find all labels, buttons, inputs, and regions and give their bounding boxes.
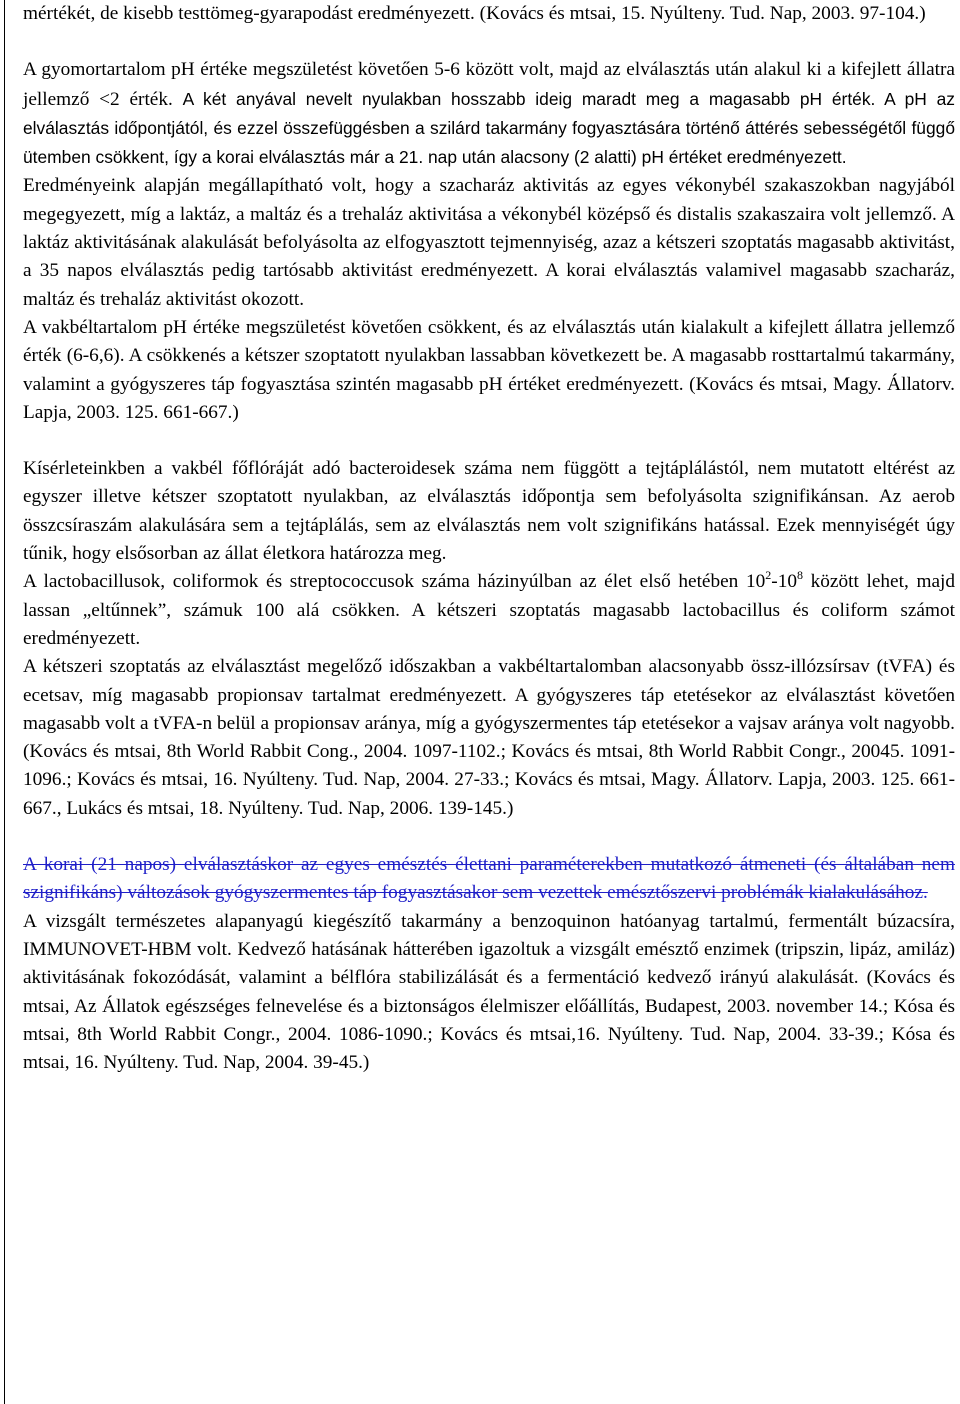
document-page <box>23 0 955 1077</box>
paragraph-caecum-ph: A vakbéltartalom pH értéke megszületést követően csökkent, és az elválasztás után kialakult a kifejlett állatra jellemző érték (6-6,6). A csökkenés a kétszer szoptatott nyulakban lassabban következett be. A magasabb rosttartalmú takarmány, valamint a gyógyszeres táp fogyasztása szintén magasabb pH értéket eredményezett. (Kovács és mtsai, Magy. Állatorv. Lapja, 2003. 125. 661-667.) <box>23 316 955 423</box>
paragraph-lactobacillus <box>23 568 955 653</box>
paragraph-vfa: A kétszeri szoptatás az elválasztást megelőző időszakban a vakbéltartalomban alacsonyabb össz-illózsírsav (tVFA) és ecetsav, míg magasabb propionsav tartalmat eredményezett. A gyógyszeres táp etetésekor az elválasztást követően magasabb volt a tVFA-n belül a propionsav aránya, míg a gyógyszermentes táp etetésekor a vajsav aránya volt nagyobb. (Kovács és mtsai, 8th World Rabbit Cong., 2004. 1097-1102.; Kovács és mtsai, 8th World Rabbit Congr., 20045. 1091-1096.; Kovács és mtsai, 16. Nyúlteny. Tud. Nap, 2004. 27-33.; Kovács és mtsai, Magy. Állatorv. Lapja, 2003. 125. 661-667., Lukács és mtsai, 18. Nyúlteny. Tud. Nap, 2006. 139-145.) <box>23 656 955 819</box>
paragraph-lactobacillus-text-a: A lactobacillusok, coliformok és streptococcusok száma házinyúlban az élet első hetében 10 <box>23 571 766 593</box>
superscript-exponent: 2 <box>765 568 772 583</box>
paragraph-enzyme-activity: Eredményeink alapján megállapítható volt, hogy a szacharáz aktivitás az egyes vékonybél szakaszokban nagyjából megegyezett, míg a laktáz, a maltáz és a trehaláz aktivitása a vékonybél középső és distalis szakaszaira volt jellemző. A laktáz aktivitásának alakulását befolyásolta az elfogyasztott tejmennyiség, azaz a kétszeri szoptatás magasabb aktivitást, a 35 napos elválasztás pedig tartósabb aktivitást eredményezett. A korai elválasztás valamivel magasabb szacharáz, maltáz és trehaláz aktivitást okozott. <box>23 175 955 310</box>
margin-revision-bar-lower <box>4 1044 5 1404</box>
paragraph-gap <box>23 427 955 455</box>
paragraph-stomach-ph-sans: A két anyával nevelt nyulakban hosszabb ideig maradt meg a magasabb pH érték. A pH az elválasztás időpontjától, és ezzel összefüggésben a szilárd takarmány fogyasztására történő áttérés sebességétől függő ütemben csökkent, így a korai elválasztás már a 21. nap után alacsony (2 alatti) pH értéket eredményezett. <box>23 88 955 168</box>
paragraph-stomach-ph <box>23 56 955 172</box>
paragraph-lactobacillus-text-c: között lehet, majd lassan „eltűnnek”, számuk 100 alá csökken. A kétszeri szoptatás magasabb lactobacillus és coliform számot eredményezett. <box>23 571 956 649</box>
paragraph-deleted-struck: A korai (21 napos) elválasztáskor az egyes emésztés élettani paraméterekben mutatkozó átmeneti (és általában nem szignifikáns) változások gyógyszermentes táp fogyasztásakor sem vezettek emésztőszervi problémák kialakulásához. <box>23 854 955 904</box>
paragraph-gap <box>23 28 955 56</box>
paragraph-lactobacillus-text-b: -10 <box>771 571 797 593</box>
superscript-exponent: 8 <box>796 568 803 583</box>
paragraph-stomach-ph-serif: A gyomortartalom pH értéke megszületést követően 5-6 között volt, majd az elválasztás után alakul ki a kifejlett állatra jellemző <2 érték. <box>23 59 955 110</box>
paragraph-immunovet: A vizsgált természetes alapanyagú kiegészítő takarmány a benzoquinon hatóanyag tartalmú, fermentált búzacsíra, IMMUNOVET-HBM volt. Kedvező hatásának hátterében igazoltuk a vizsgált emésztő enzimek (tripszin, lipáz, amiláz) aktivitásának fokozódását, valamint a bélflóra stabilizálását és a fermentáció kedvező irányú alakulását. (Kovács és mtsai, Az Állatok egészséges felnevelése és a biztonságos élelmiszer előállítás, Budapest, 2003. november 14.; Kósa és mtsai, 8th World Rabbit Congr., 2004. 1086-1090.; Kovács és mtsai,16. Nyúlteny. Tud. Nap, 2004. 33-39.; Kósa és mtsai, 16. Nyúlteny. Tud. Nap, 2004. 39-45.) <box>23 910 955 1074</box>
paragraph-bacteroides: Kísérleteinkben a vakbél főflóráját adó bacteroidesek száma nem függött a tejtáplálástól, nem mutatott eltérést az egyszer illetve kétszer szoptatott nyulakban, az elválasztás időpontja sem befolyásolta szignifikánsan. Az aerob összcsíraszám alakulására sem a tejtáplálás, sem az elválasztás nem volt szignifikáns hatással. Ezek mennyiségét úgy tűnik, hogy elsősorban az állat életkora határozza meg. <box>23 458 955 565</box>
paragraph-intro-continuation: mértékét, de kisebb testtömeg-gyarapodást eredményezett. (Kovács és mtsai, 15. Nyúlteny. Tud. Nap, 2003. 97-104.) <box>23 3 926 24</box>
paragraph-gap <box>23 823 955 851</box>
